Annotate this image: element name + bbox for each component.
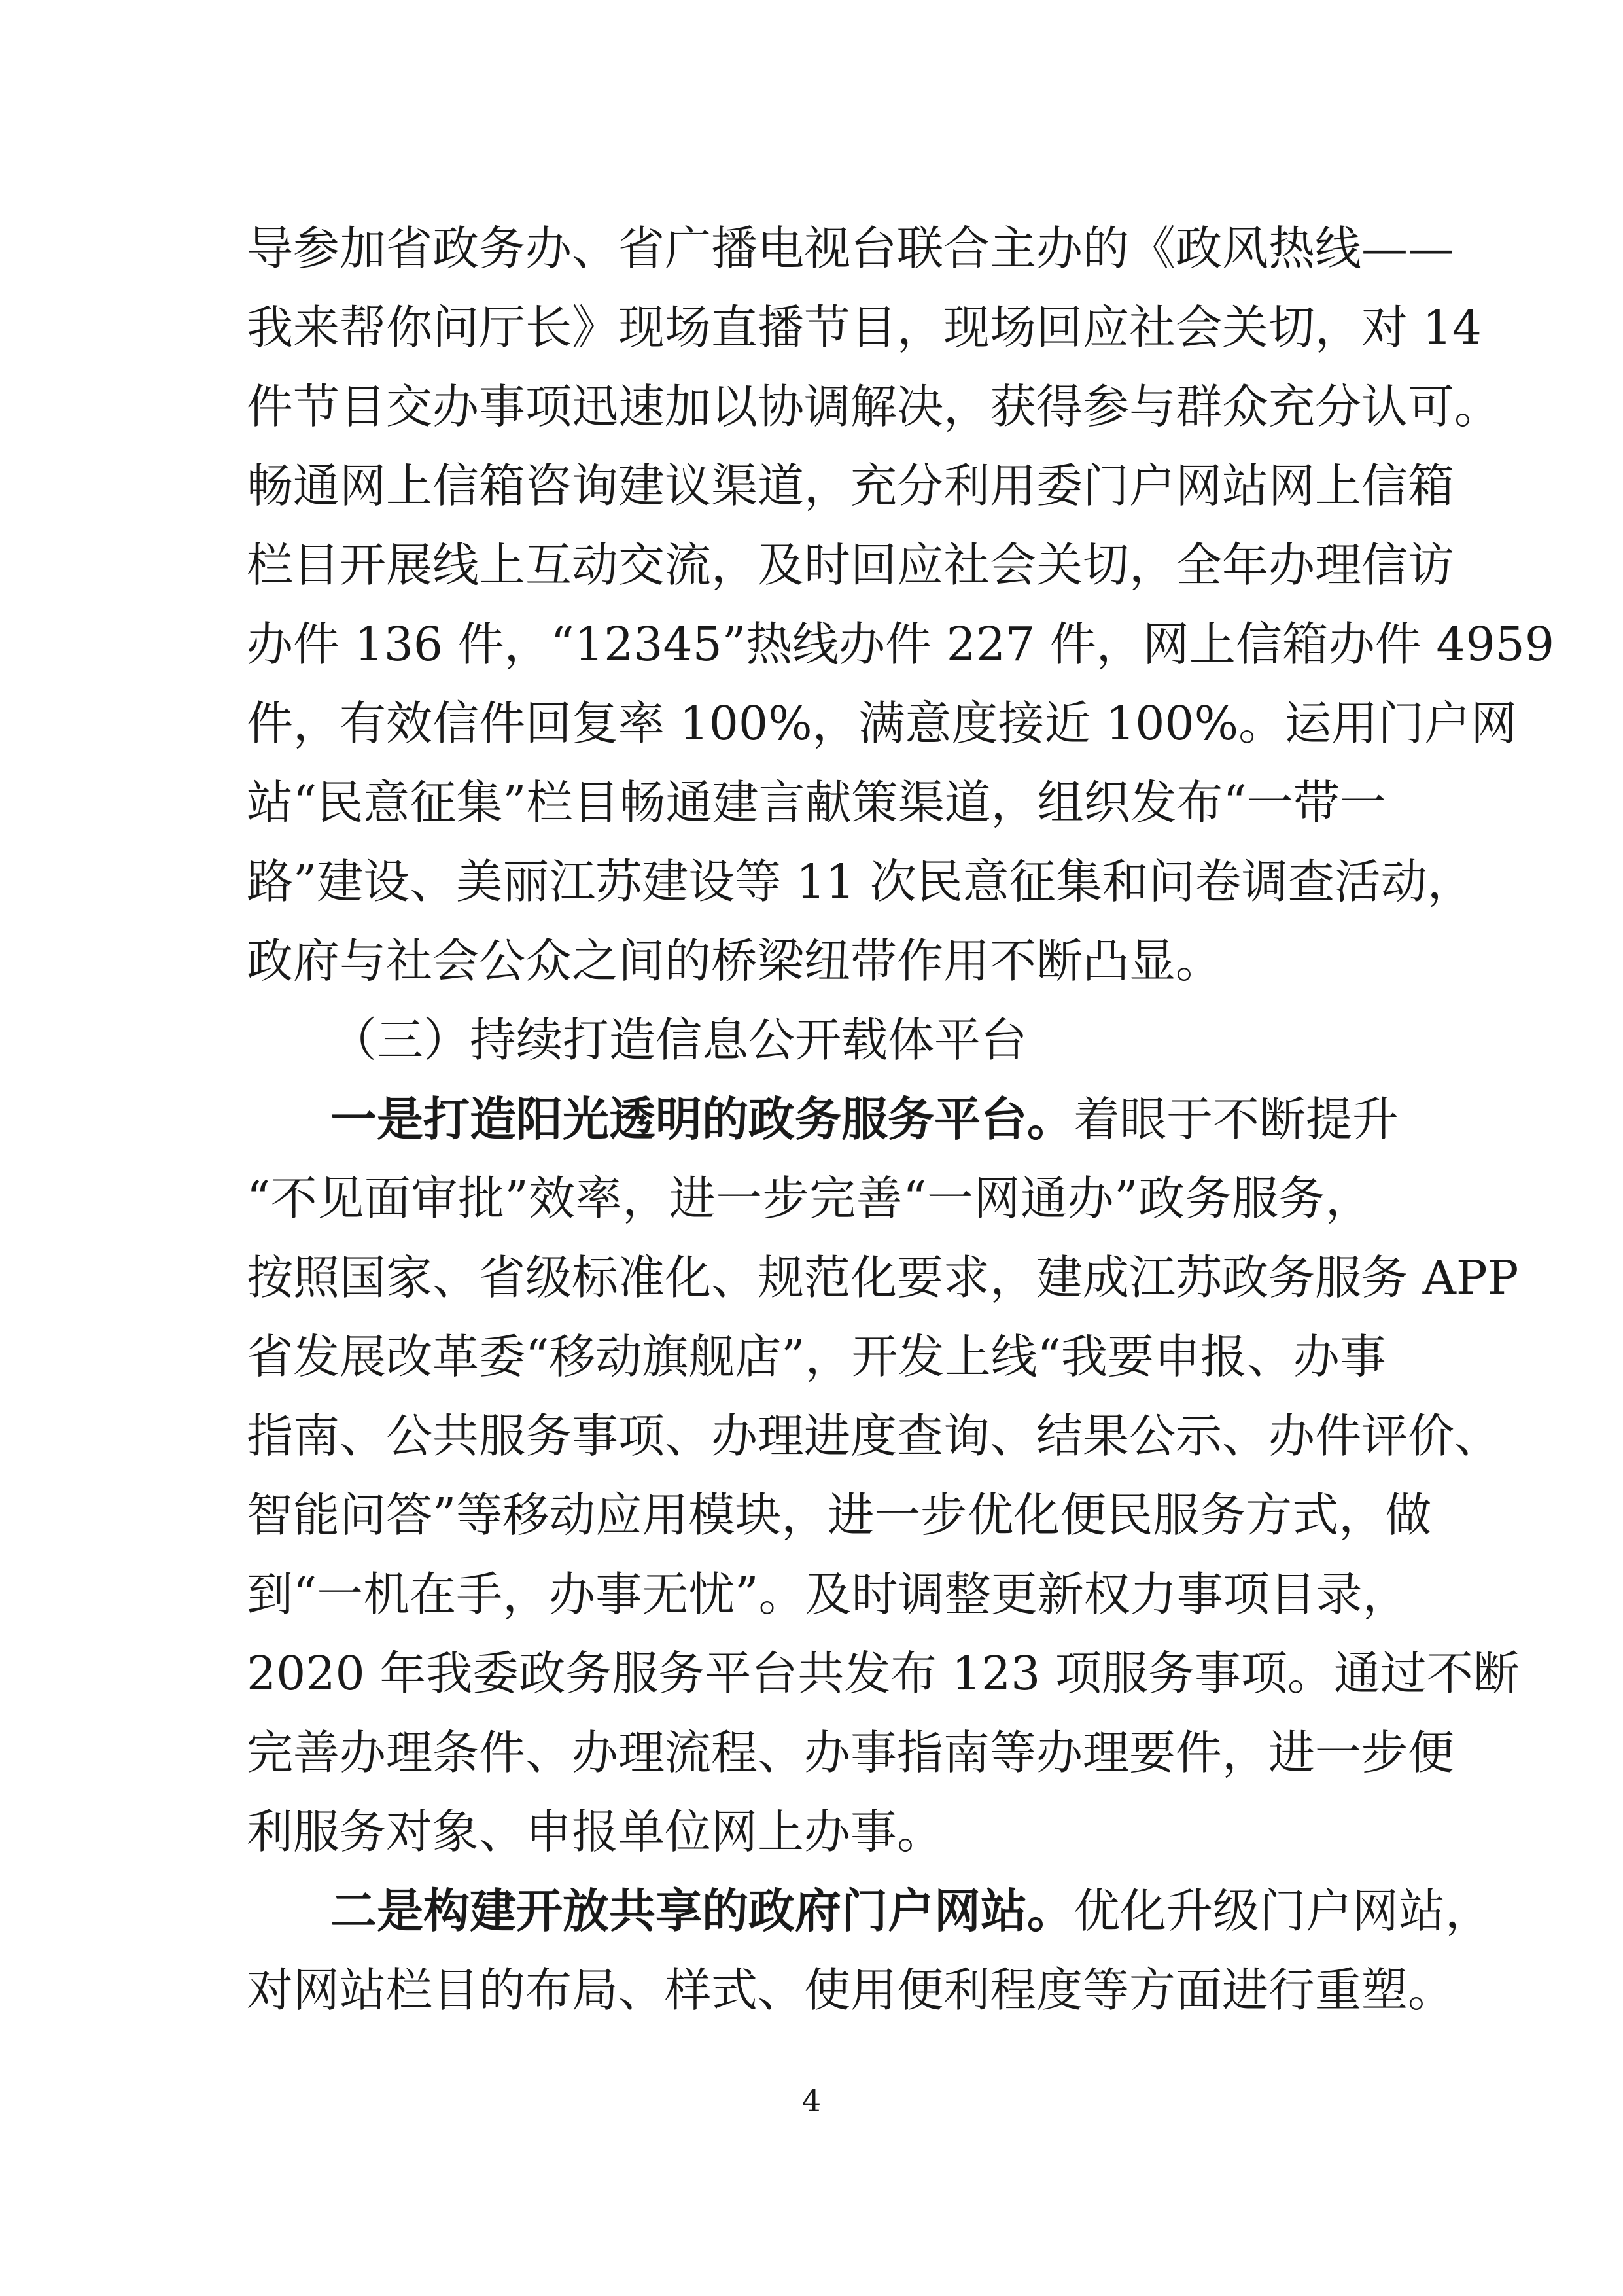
para2-bold-lead: 二是构建开放共享的政府门户网站。 xyxy=(330,1884,1074,1938)
body-line-3: 件节目交办事项迅速加以协调解决，获得参与群众充分认可。 xyxy=(247,380,1501,434)
page-number: 4 xyxy=(801,2083,822,2118)
body-line-6: 办件 136 件，“12345”热线办件 227 件，网上信箱办件 4959 xyxy=(247,617,1555,671)
section-heading: （三）持续打造信息公开载体平台 xyxy=(330,1013,1028,1067)
para1-first-line xyxy=(330,1080,1399,1159)
para2-first-line xyxy=(330,1872,1492,1951)
para1-line-5: 指南、公共服务事项、办理进度查询、结果公示、办件评价、 xyxy=(247,1409,1501,1463)
para1-line-4: 省发展改革委“移动旗舰店”，开发上线“我要申报、办事 xyxy=(247,1330,1386,1384)
body-line-5: 栏目开展线上互动交流，及时回应社会关切，全年办理信访 xyxy=(247,538,1455,592)
body-line-2: 我来帮你问厅长》现场直播节目，现场回应社会关切，对 14 xyxy=(247,300,1482,355)
body-line-9: 路”建设、美丽江苏建设等 11 次民意征集和问卷调查活动， xyxy=(247,855,1474,909)
body-line-7: 件，有效信件回复率 100%，满意度接近 100%。运用门户网 xyxy=(247,696,1518,751)
para1-line-3: 按照国家、省级标准化、规范化要求，建成江苏政务服务 APP xyxy=(247,1250,1519,1305)
para1-line-10: 利服务对象、申报单位网上办事。 xyxy=(247,1805,944,1859)
para2-first-rest: 优化升级门户网站， xyxy=(1073,1884,1492,1938)
body-line-4: 畅通网上信箱咨询建议渠道，充分利用委门户网站网上信箱 xyxy=(247,459,1455,513)
para1-first-rest: 着眼于不断提升 xyxy=(1073,1092,1399,1146)
para1-line-7: 到“一机在手，办事无忧”。及时调整更新权力事项目录， xyxy=(247,1567,1409,1621)
para1-line-6: 智能问答”等移动应用模块，进一步优化便民服务方式，做 xyxy=(247,1488,1432,1542)
para1-line-2: “不见面审批”效率，进一步完善“一网通办”政务服务， xyxy=(247,1171,1372,1226)
para1-bold-lead: 一是打造阳光透明的政务服务平台。 xyxy=(330,1092,1074,1146)
para2-line-2: 对网站栏目的布局、样式、使用便利程度等方面进行重塑。 xyxy=(247,1963,1455,2017)
para1-line-8: 2020 年我委政务服务平台共发布 123 项服务事项。通过不断 xyxy=(247,1646,1520,1701)
body-line-10: 政府与社会公众之间的桥梁纽带作用不断凸显。 xyxy=(247,934,1223,988)
body-line-8: 站“民意征集”栏目畅通建言献策渠道，组织发布“一带一 xyxy=(247,775,1386,830)
para1-line-9: 完善办理条件、办理流程、办事指南等办理要件，进一步便 xyxy=(247,1725,1455,1780)
body-line-1: 导参加省政务办、省广播电视台联合主办的《政风热线—— xyxy=(247,221,1455,275)
